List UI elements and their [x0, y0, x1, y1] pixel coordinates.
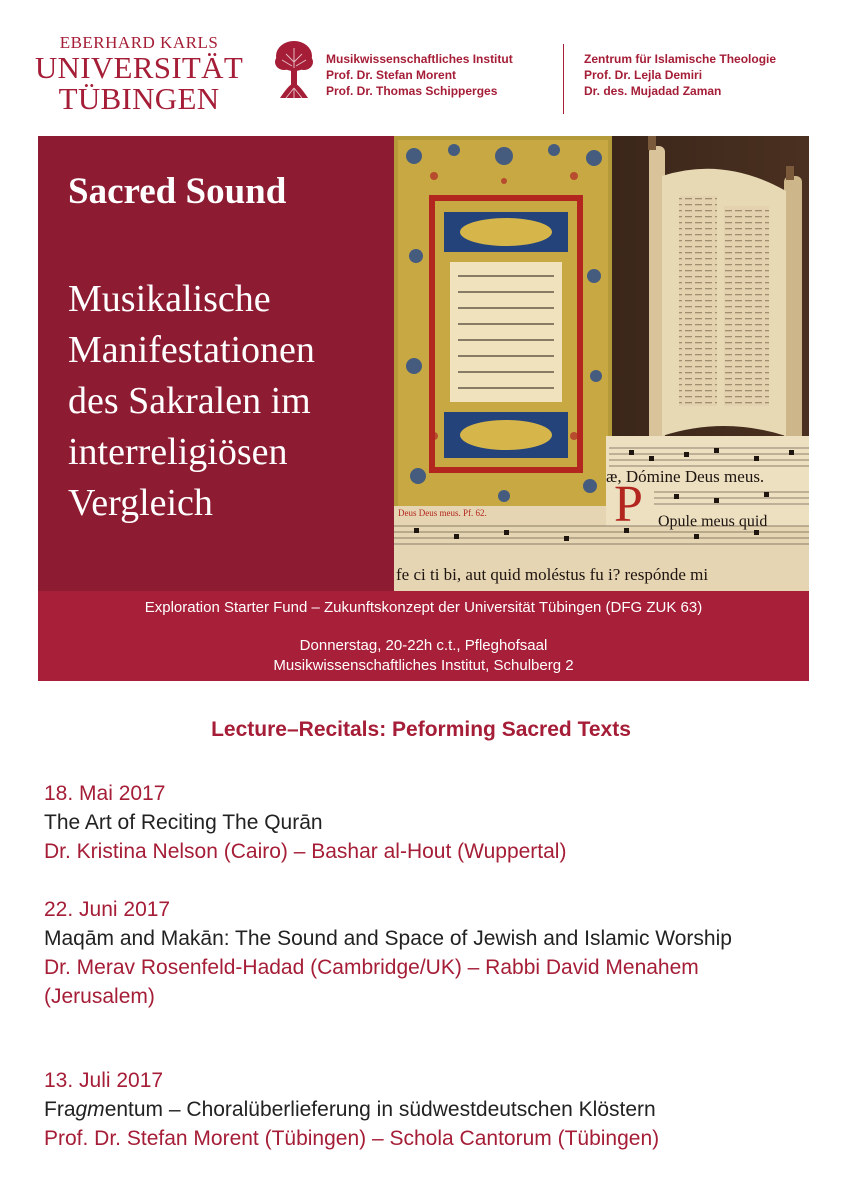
event-date: 22. Juni 2017	[44, 898, 171, 921]
tree-emblem-icon	[272, 40, 316, 102]
program-title: Lecture–Recitals: Peforming Sacred Texts	[211, 718, 631, 741]
funding-line: Exploration Starter Fund – Zukunftskonzept der Universität Tübingen (DFG ZUK 63)	[144, 599, 703, 616]
poster-subtitle	[68, 274, 315, 529]
event-title: Maqām and Makān: The Sound and Space of Jewish and Islamic Worship	[44, 927, 732, 950]
subtitle-line: Manifestationen	[68, 329, 315, 371]
institute-name: Zentrum für Islamische Theologie	[584, 52, 777, 66]
event-title-italic: gm	[75, 1098, 105, 1121]
university-logo	[34, 34, 244, 114]
institute-person: Prof. Dr. Lejla Demiri	[584, 68, 703, 82]
initial-letter: P	[614, 476, 643, 533]
institute-name: Musikwissenschaftliches Institut	[326, 52, 513, 66]
chant-caption: Deus Deus meus. Pf. 62.	[398, 508, 487, 518]
subtitle-line: Vergleich	[68, 482, 213, 524]
event-date: 13. Juli 2017	[44, 1069, 164, 1092]
institute-person: Prof. Dr. Stefan Morent	[326, 68, 457, 82]
event-title	[44, 1095, 804, 1124]
subtitle-line: interreligiösen	[68, 431, 288, 473]
event-entry	[44, 1066, 804, 1153]
event-info-bar	[38, 591, 809, 681]
header-divider	[563, 44, 564, 114]
manuscripts-collage-image	[394, 136, 809, 591]
chant-text-line: fe ci ti bi, aut quid moléstus fu i? respónde mi	[396, 565, 709, 584]
event-title: The Art of Reciting The Qurān	[44, 811, 323, 834]
logo-line-3: TÜBINGEN	[58, 81, 220, 116]
event-date: 18. Mai 2017	[44, 782, 166, 805]
institute-person: Dr. des. Mujadad Zaman	[584, 84, 722, 98]
quran-manuscript	[394, 136, 612, 516]
event-speakers: Prof. Dr. Stefan Morent (Tübingen) – Schola Cantorum (Tübingen)	[44, 1127, 660, 1150]
title-banner	[38, 136, 809, 591]
subtitle-line: des Sakralen im	[68, 380, 311, 422]
event-title-part: entum – Choralüberlieferung in südwestdeutschen Klöstern	[104, 1098, 656, 1121]
time-place-line: Donnerstag, 20-22h c.t., Pfleghofsaal	[299, 637, 548, 654]
chant-text-line: æ, Dómine Deus meus.	[606, 467, 765, 486]
event-title-part: Fra	[44, 1098, 76, 1121]
event-speakers: Dr. Merav Rosenfeld-Hadad (Cambridge/UK) – Rabbi David Menahem (Jerusalem)	[44, 956, 699, 1008]
event-entry	[44, 895, 804, 1011]
event-entry	[44, 779, 804, 866]
subtitle-line: Musikalische	[68, 278, 271, 320]
institute-islamic-theology	[584, 51, 776, 99]
poster-title: Sacred Sound	[68, 171, 287, 212]
logo-line-2: UNIVERSITÄT	[34, 50, 244, 85]
institute-person: Prof. Dr. Thomas Schipperges	[326, 84, 498, 98]
event-speakers: Dr. Kristina Nelson (Cairo) – Bashar al-Hout (Wuppertal)	[44, 840, 567, 863]
address-line: Musikwissenschaftliches Institut, Schulberg 2	[273, 657, 574, 674]
institute-musicology	[326, 51, 513, 99]
chant-text-line: Opule meus quid	[658, 513, 768, 530]
logo-line-1: EBERHARD KARLS	[59, 33, 219, 52]
